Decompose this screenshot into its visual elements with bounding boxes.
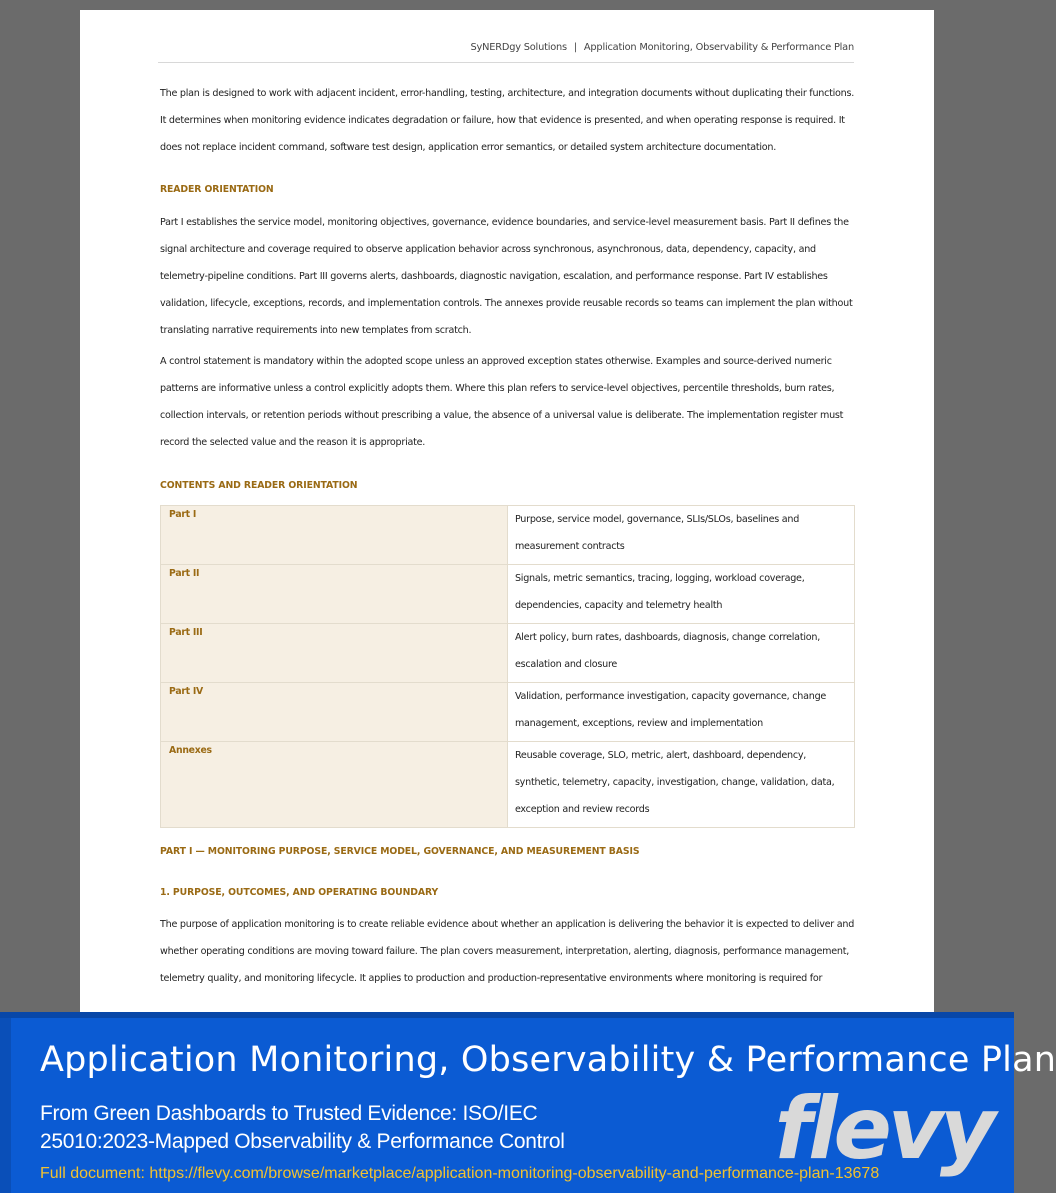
contents-part-description: Signals, metric semantics, tracing, logging, workload coverage, dependencies, capacity and telemetry health [507, 565, 854, 624]
contents-table [160, 505, 855, 828]
contents-part-label: Part I [161, 506, 508, 565]
banner-subtitle: From Green Dashboards to Trusted Evidence: ISO/IEC 25010:2023-Mapped Observability & Performance Control [40, 1102, 565, 1153]
table-row [161, 565, 855, 624]
table-row [161, 506, 855, 565]
part-1-heading: PART I — MONITORING PURPOSE, SERVICE MODEL, GOVERNANCE, AND MEASUREMENT BASIS [160, 846, 640, 857]
document-body [160, 80, 855, 992]
reader-orientation-paragraph-1: Part I establishes the service model, monitoring objectives, governance, evidence boundaries, and service-level measurement basis. Part II defines the signal architecture and coverage required to observe application behavior across synchronous, asynchronous, data, dependency, capacity, and telemetry-pipeline conditions. Part III governs alerts, dashboards, diagnostic navigation, escalation, and performance response. Part IV establishes validation, lifecycle, exceptions, records, and implementation controls. The annexes provide reusable records so teams can implement the plan without translating narrative requirements into new templates from scratch. [160, 217, 853, 336]
document-page [80, 10, 934, 1020]
contents-part-description: Reusable coverage, SLO, metric, alert, dashboard, dependency, synthetic, telemetry, capacity, investigation, change, validation, data, exception and review records [507, 742, 854, 828]
table-row [161, 683, 855, 742]
contents-part-label: Part III [161, 624, 508, 683]
section-1-paragraph: The purpose of application monitoring is to create reliable evidence about whether an application is delivering the behavior it is expected to deliver and whether operating conditions are moving toward failure. The plan covers measurement, interpretation, alerting, diagnosis, performance management, telemetry quality, and monitoring lifecycle. It applies to production and production-representative environments where monitoring is required for [160, 919, 855, 984]
header-company: SyNERDgy Solutions [470, 42, 567, 53]
table-row [161, 624, 855, 683]
reader-orientation-paragraph-2: A control statement is mandatory within the adopted scope unless an approved exception states otherwise. Examples and source-derived numeric patterns are informative unless a control explicitly adopts them. Where this plan refers to service-level objectives, percentile thresholds, burn rates, collection intervals, or retention periods without prescribing a value, the absence of a universal value is deliberate. The implementation register must record the selected value and the reason it is appropriate. [160, 356, 844, 448]
contents-part-label: Part II [161, 565, 508, 624]
intro-paragraph: The plan is designed to work with adjacent incident, error-handling, testing, architecture, and integration documents without duplicating their functions. It determines when monitoring evidence indicates degradation or failure, how that evidence is presented, and when operating response is required. It does not replace incident command, software test design, application error semantics, or detailed system architecture documentation. [160, 88, 855, 153]
running-header [158, 42, 854, 63]
promo-banner [0, 1012, 1056, 1193]
banner-accent-strip [0, 1018, 11, 1193]
section-1-heading: 1. PURPOSE, OUTCOMES, AND OPERATING BOUNDARY [160, 887, 439, 898]
contents-part-label: Annexes [161, 742, 508, 828]
contents-part-description: Purpose, service model, governance, SLIs/SLOs, baselines and measurement contracts [507, 506, 854, 565]
reader-orientation-heading: READER ORIENTATION [160, 184, 274, 195]
contents-heading: CONTENTS AND READER ORIENTATION [160, 480, 358, 491]
table-row [161, 742, 855, 828]
contents-part-description: Validation, performance investigation, capacity governance, change management, exceptions, review and implementation [507, 683, 854, 742]
header-doc-title: Application Monitoring, Observability & Performance Plan [583, 42, 854, 53]
banner-title: Application Monitoring, Observability & Performance Plan [40, 1040, 1056, 1080]
contents-part-label: Part IV [161, 683, 508, 742]
full-document-link[interactable]: Full document: https://flevy.com/browse/marketplace/application-monitoring-observability-and-performance-plan-13678 [40, 1165, 880, 1182]
contents-part-description: Alert policy, burn rates, dashboards, diagnosis, change correlation, escalation and closure [507, 624, 854, 683]
flevy-logo[interactable] [774, 1079, 996, 1180]
header-separator: | [573, 42, 577, 53]
flevy-logo-text: flevy [774, 1079, 992, 1179]
